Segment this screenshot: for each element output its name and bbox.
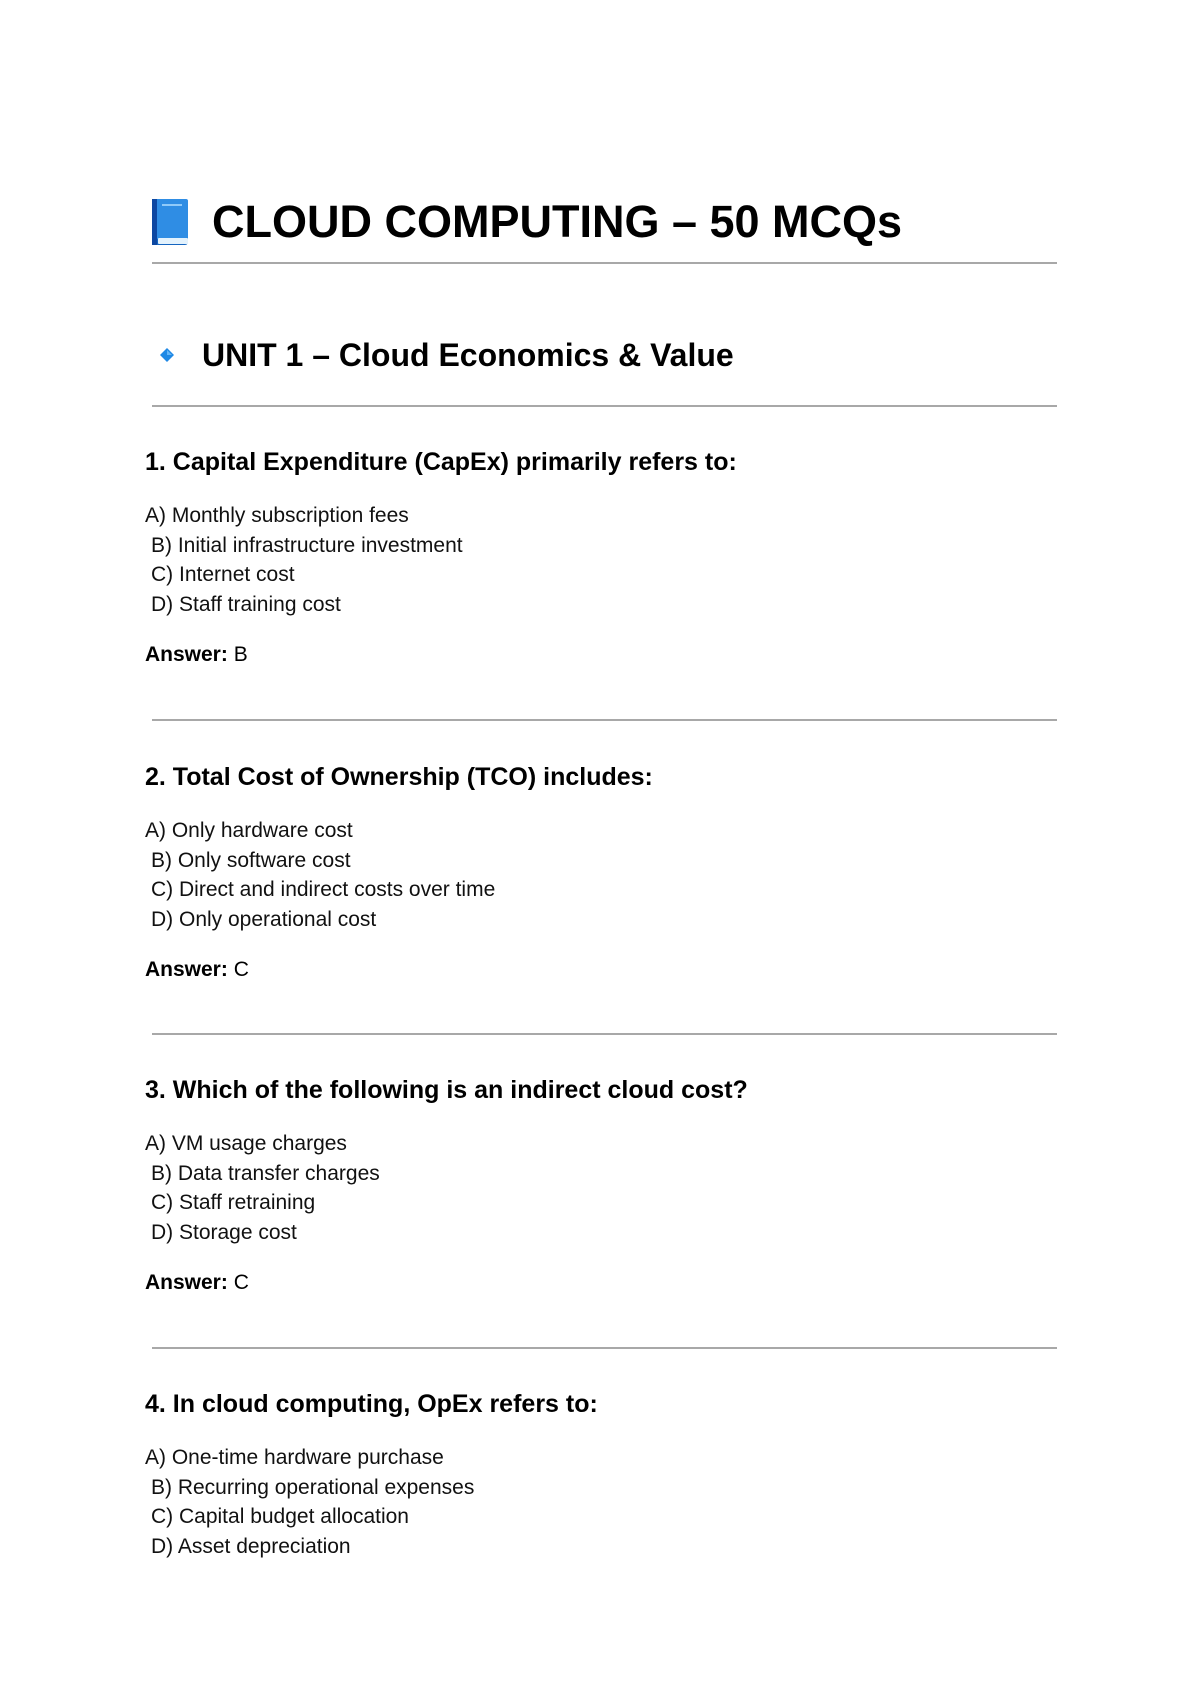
option-a: A) Only hardware cost [145, 819, 353, 842]
answer-value: C [233, 958, 249, 981]
answer-line [145, 1269, 1065, 1297]
option-d: D) Asset depreciation [151, 1534, 351, 1558]
answer-line [145, 641, 1065, 669]
option-b: B) Data transfer charges [151, 1161, 380, 1185]
option-d: D) Staff training cost [151, 592, 341, 616]
divider [152, 1347, 1057, 1349]
option-b: B) Only software cost [151, 848, 351, 872]
unit-heading [158, 335, 734, 375]
question-4 [145, 1389, 1065, 1561]
option-a: A) VM usage charges [145, 1132, 347, 1155]
title-text: CLOUD COMPUTING – 50 MCQs [212, 196, 903, 247]
option-c: C) Staff retraining [151, 1191, 316, 1214]
answer-value: C [233, 1271, 249, 1294]
document-title [150, 192, 902, 252]
option-d: D) Storage cost [151, 1220, 297, 1244]
question-text: 3. Which of the following is an indirect cloud cost? [145, 1076, 748, 1104]
answer-label: Answer: [145, 643, 228, 666]
option-c: C) Direct and indirect costs over time [151, 878, 496, 901]
options-list [145, 501, 1065, 619]
answer-label: Answer: [145, 958, 228, 981]
question-text: 4. In cloud computing, OpEx refers to: [145, 1390, 598, 1418]
option-a: A) One-time hardware purchase [145, 1446, 444, 1469]
question-3 [145, 1075, 1065, 1297]
option-d: D) Only operational cost [151, 907, 377, 931]
option-c: C) Internet cost [151, 563, 295, 586]
answer-line [145, 956, 1065, 984]
options-list [145, 816, 1065, 934]
question-1 [145, 447, 1065, 669]
options-list [145, 1443, 1065, 1561]
divider [152, 719, 1057, 721]
option-c: C) Capital budget allocation [151, 1505, 409, 1528]
unit-title: UNIT 1 – Cloud Economics & Value [202, 336, 734, 373]
divider [152, 262, 1057, 264]
option-b: B) Initial infrastructure investment [151, 533, 463, 557]
divider [152, 405, 1057, 407]
option-b: B) Recurring operational expenses [151, 1475, 475, 1499]
blue-diamond-icon [160, 348, 174, 362]
options-list [145, 1129, 1065, 1247]
question-text: 1. Capital Expenditure (CapEx) primarily refers to: [145, 448, 737, 476]
question-text: 2. Total Cost of Ownership (TCO) includes: [145, 763, 653, 791]
option-a: A) Monthly subscription fees [145, 504, 409, 527]
answer-label: Answer: [145, 1271, 228, 1294]
blue-book-icon [150, 198, 190, 246]
divider [152, 1033, 1057, 1035]
question-2 [145, 762, 1065, 984]
answer-value: B [233, 643, 248, 666]
